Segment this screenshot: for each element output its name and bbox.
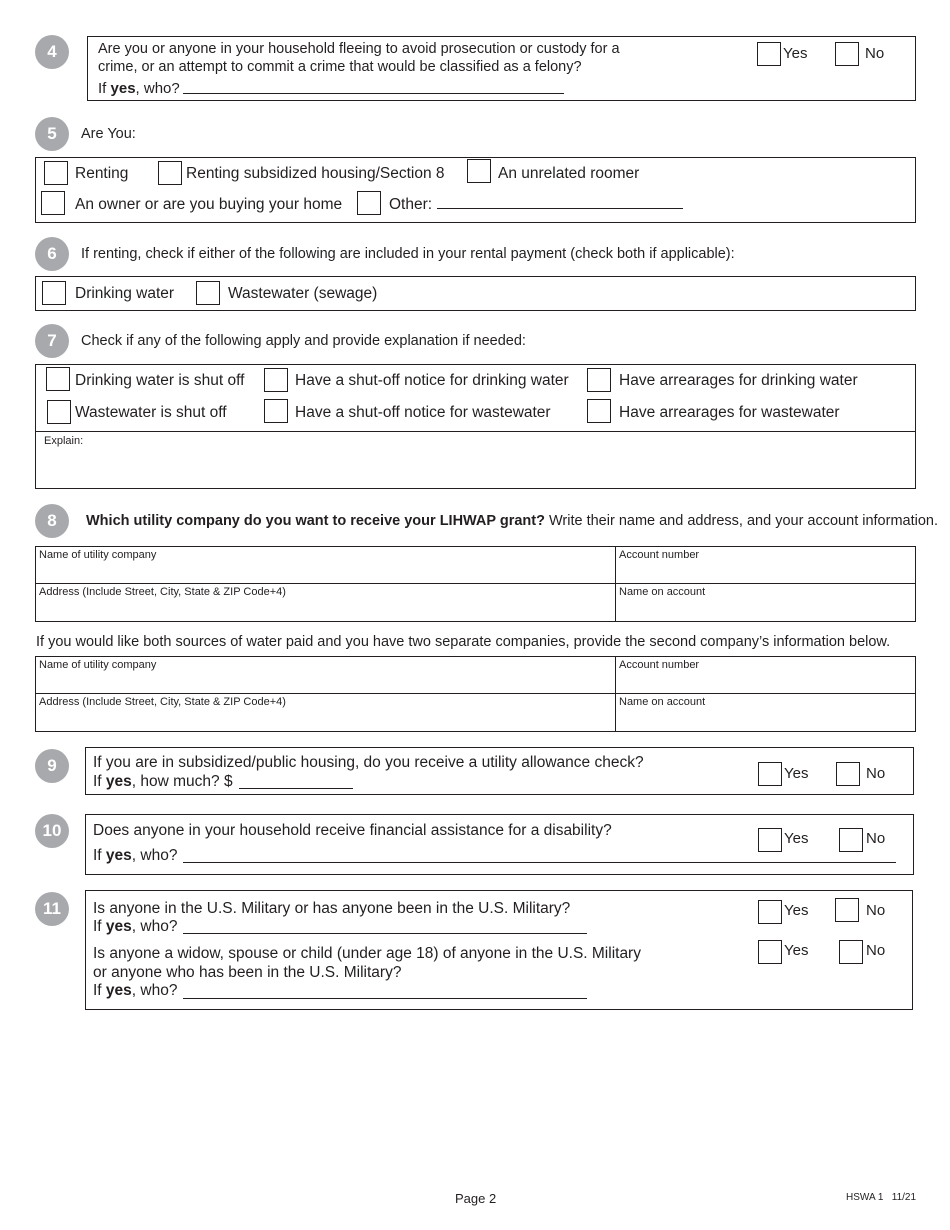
q7-divider bbox=[35, 431, 916, 432]
question-number-4: 4 bbox=[35, 35, 69, 69]
q5-other-label: Other: bbox=[389, 196, 433, 213]
q8-company2-row-divider bbox=[35, 693, 916, 694]
q11a-yes-label: Yes bbox=[784, 902, 809, 919]
q9-amount-input[interactable] bbox=[239, 788, 353, 789]
q11b-no-checkbox[interactable] bbox=[839, 940, 863, 964]
q11a-no-label: No bbox=[866, 902, 886, 919]
company1-account-label: Account number bbox=[619, 549, 700, 561]
question-number-7: 7 bbox=[35, 324, 69, 358]
q10-who-input[interactable] bbox=[183, 862, 896, 863]
q7-wastewater-shutoff-label: Wastewater is shut off bbox=[75, 404, 227, 421]
question-number-10: 10 bbox=[35, 814, 69, 848]
q11b-if-yes-label: If yes, who? bbox=[93, 982, 178, 999]
q6-drinking-water-label: Drinking water bbox=[75, 285, 175, 302]
q4-yes-checkbox[interactable] bbox=[757, 42, 781, 66]
company1-address-label: Address (Include Street, City, State & ZIP Code+4) bbox=[39, 586, 286, 598]
q5-subsidized-checkbox[interactable] bbox=[158, 161, 182, 185]
q4-if-yes-label: If yes, who? bbox=[98, 80, 180, 97]
company2-account-label: Account number bbox=[619, 659, 700, 671]
q10-no-checkbox[interactable] bbox=[839, 828, 863, 852]
q7-drinking-arrearages-checkbox[interactable] bbox=[587, 368, 611, 392]
q10-if-yes-label: If yes, who? bbox=[93, 847, 178, 864]
company1-name-label: Name of utility company bbox=[39, 549, 157, 561]
q11b-no-label: No bbox=[866, 942, 886, 959]
q10-no-label: No bbox=[866, 830, 886, 847]
q7-explain-input[interactable] bbox=[40, 450, 910, 486]
q4-who-input[interactable] bbox=[183, 93, 564, 94]
q6-wastewater-label: Wastewater (sewage) bbox=[228, 285, 378, 302]
q4-no-label: No bbox=[865, 45, 885, 62]
company1-name-on-account-input[interactable] bbox=[617, 599, 914, 620]
q11b-yes-label: Yes bbox=[784, 942, 809, 959]
q5-other-input[interactable] bbox=[437, 208, 683, 209]
question-number-6: 6 bbox=[35, 237, 69, 271]
q6-title: If renting, check if either of the following are included in your rental payment (check both if applicable): bbox=[81, 246, 735, 262]
company1-address-input[interactable] bbox=[37, 599, 613, 620]
company2-account-input[interactable] bbox=[617, 672, 914, 692]
question-number-11: 11 bbox=[35, 892, 69, 926]
q5-renting-checkbox[interactable] bbox=[44, 161, 68, 185]
q11a-yes-checkbox[interactable] bbox=[758, 900, 782, 924]
company2-name-on-account-label: Name on account bbox=[619, 696, 706, 708]
q9-no-label: No bbox=[866, 765, 886, 782]
company1-account-input[interactable] bbox=[617, 562, 914, 582]
q5-title: Are You: bbox=[81, 126, 136, 142]
q5-owner-checkbox[interactable] bbox=[41, 191, 65, 215]
q7-drinking-arrearages-label: Have arrearages for drinking water bbox=[619, 372, 858, 389]
q9-yes-checkbox[interactable] bbox=[758, 762, 782, 786]
company1-name-input[interactable] bbox=[37, 562, 613, 582]
q9-yes-label: Yes bbox=[784, 765, 809, 782]
company2-name-on-account-input[interactable] bbox=[617, 709, 914, 730]
q5-owner-label: An owner or are you buying your home bbox=[75, 196, 343, 213]
q9-if-yes-label: If yes, how much? $ bbox=[93, 773, 233, 790]
q11b-question: Is anyone a widow, spouse or child (under age 18) of anyone in the U.S. Military or anyone who has been in the U.S. Military? bbox=[93, 945, 641, 981]
company1-name-on-account-label: Name on account bbox=[619, 586, 706, 598]
q10-yes-label: Yes bbox=[784, 830, 809, 847]
q7-drinking-shutoff-label: Drinking water is shut off bbox=[75, 372, 245, 389]
q5-subsidized-label: Renting subsidized housing/Section 8 bbox=[186, 165, 445, 182]
q7-wastewater-arrearages-label: Have arrearages for wastewater bbox=[619, 404, 840, 421]
q7-wastewater-notice-checkbox[interactable] bbox=[264, 399, 288, 423]
company2-address-label: Address (Include Street, City, State & ZIP Code+4) bbox=[39, 696, 286, 708]
q5-other-checkbox[interactable] bbox=[357, 191, 381, 215]
q10-question: Does anyone in your household receive financial assistance for a disability? bbox=[93, 822, 612, 839]
form-code: HSWA 1 11/21 bbox=[846, 1192, 917, 1203]
q11a-no-checkbox[interactable] bbox=[835, 898, 859, 922]
q7-explain-label: Explain: bbox=[44, 435, 84, 447]
q5-renting-label: Renting bbox=[75, 165, 129, 182]
q7-wastewater-shutoff-checkbox[interactable] bbox=[47, 400, 71, 424]
q4-no-checkbox[interactable] bbox=[835, 42, 859, 66]
q9-question: If you are in subsidized/public housing, do you receive a utility allowance check? bbox=[93, 754, 644, 771]
q10-yes-checkbox[interactable] bbox=[758, 828, 782, 852]
q6-drinking-water-checkbox[interactable] bbox=[42, 281, 66, 305]
company2-address-input[interactable] bbox=[37, 709, 613, 730]
q5-roomer-label: An unrelated roomer bbox=[498, 165, 640, 182]
q8-title: Which utility company do you want to receive your LIHWAP grant? Write their name and address, and your account information. bbox=[86, 513, 939, 529]
q8-second-company-note: If you would like both sources of water paid and you have two separate companies, provide the second company’s information below. bbox=[36, 634, 891, 650]
q11a-question: Is anyone in the U.S. Military or has anyone been in the U.S. Military? bbox=[93, 900, 571, 917]
q7-wastewater-notice-label: Have a shut-off notice for wastewater bbox=[295, 404, 551, 421]
company2-name-input[interactable] bbox=[37, 672, 613, 692]
q7-wastewater-arrearages-checkbox[interactable] bbox=[587, 399, 611, 423]
q4-yes-label: Yes bbox=[783, 45, 808, 62]
q7-drinking-shutoff-checkbox[interactable] bbox=[46, 367, 70, 391]
q11a-who-input[interactable] bbox=[183, 933, 587, 934]
question-number-5: 5 bbox=[35, 117, 69, 151]
question-number-8: 8 bbox=[35, 504, 69, 538]
q11b-who-input[interactable] bbox=[183, 998, 587, 999]
q6-wastewater-checkbox[interactable] bbox=[196, 281, 220, 305]
q7-drinking-notice-checkbox[interactable] bbox=[264, 368, 288, 392]
q11b-yes-checkbox[interactable] bbox=[758, 940, 782, 964]
company2-name-label: Name of utility company bbox=[39, 659, 157, 671]
question-number-9: 9 bbox=[35, 749, 69, 783]
page-number: Page 2 bbox=[455, 1191, 497, 1206]
q7-drinking-notice-label: Have a shut-off notice for drinking water bbox=[295, 372, 569, 389]
q8-company1-row-divider bbox=[35, 583, 916, 584]
q8-company1-col-divider bbox=[615, 546, 616, 622]
q8-company2-col-divider bbox=[615, 656, 616, 732]
q9-no-checkbox[interactable] bbox=[836, 762, 860, 786]
q7-title: Check if any of the following apply and provide explanation if needed: bbox=[81, 333, 526, 349]
q11a-if-yes-label: If yes, who? bbox=[93, 918, 178, 935]
q4-question: Are you or anyone in your household fleeing to avoid prosecution or custody for a crime, or an attempt to commit a crime that would be classified as a felony? bbox=[98, 41, 620, 75]
q5-roomer-checkbox[interactable] bbox=[467, 159, 491, 183]
